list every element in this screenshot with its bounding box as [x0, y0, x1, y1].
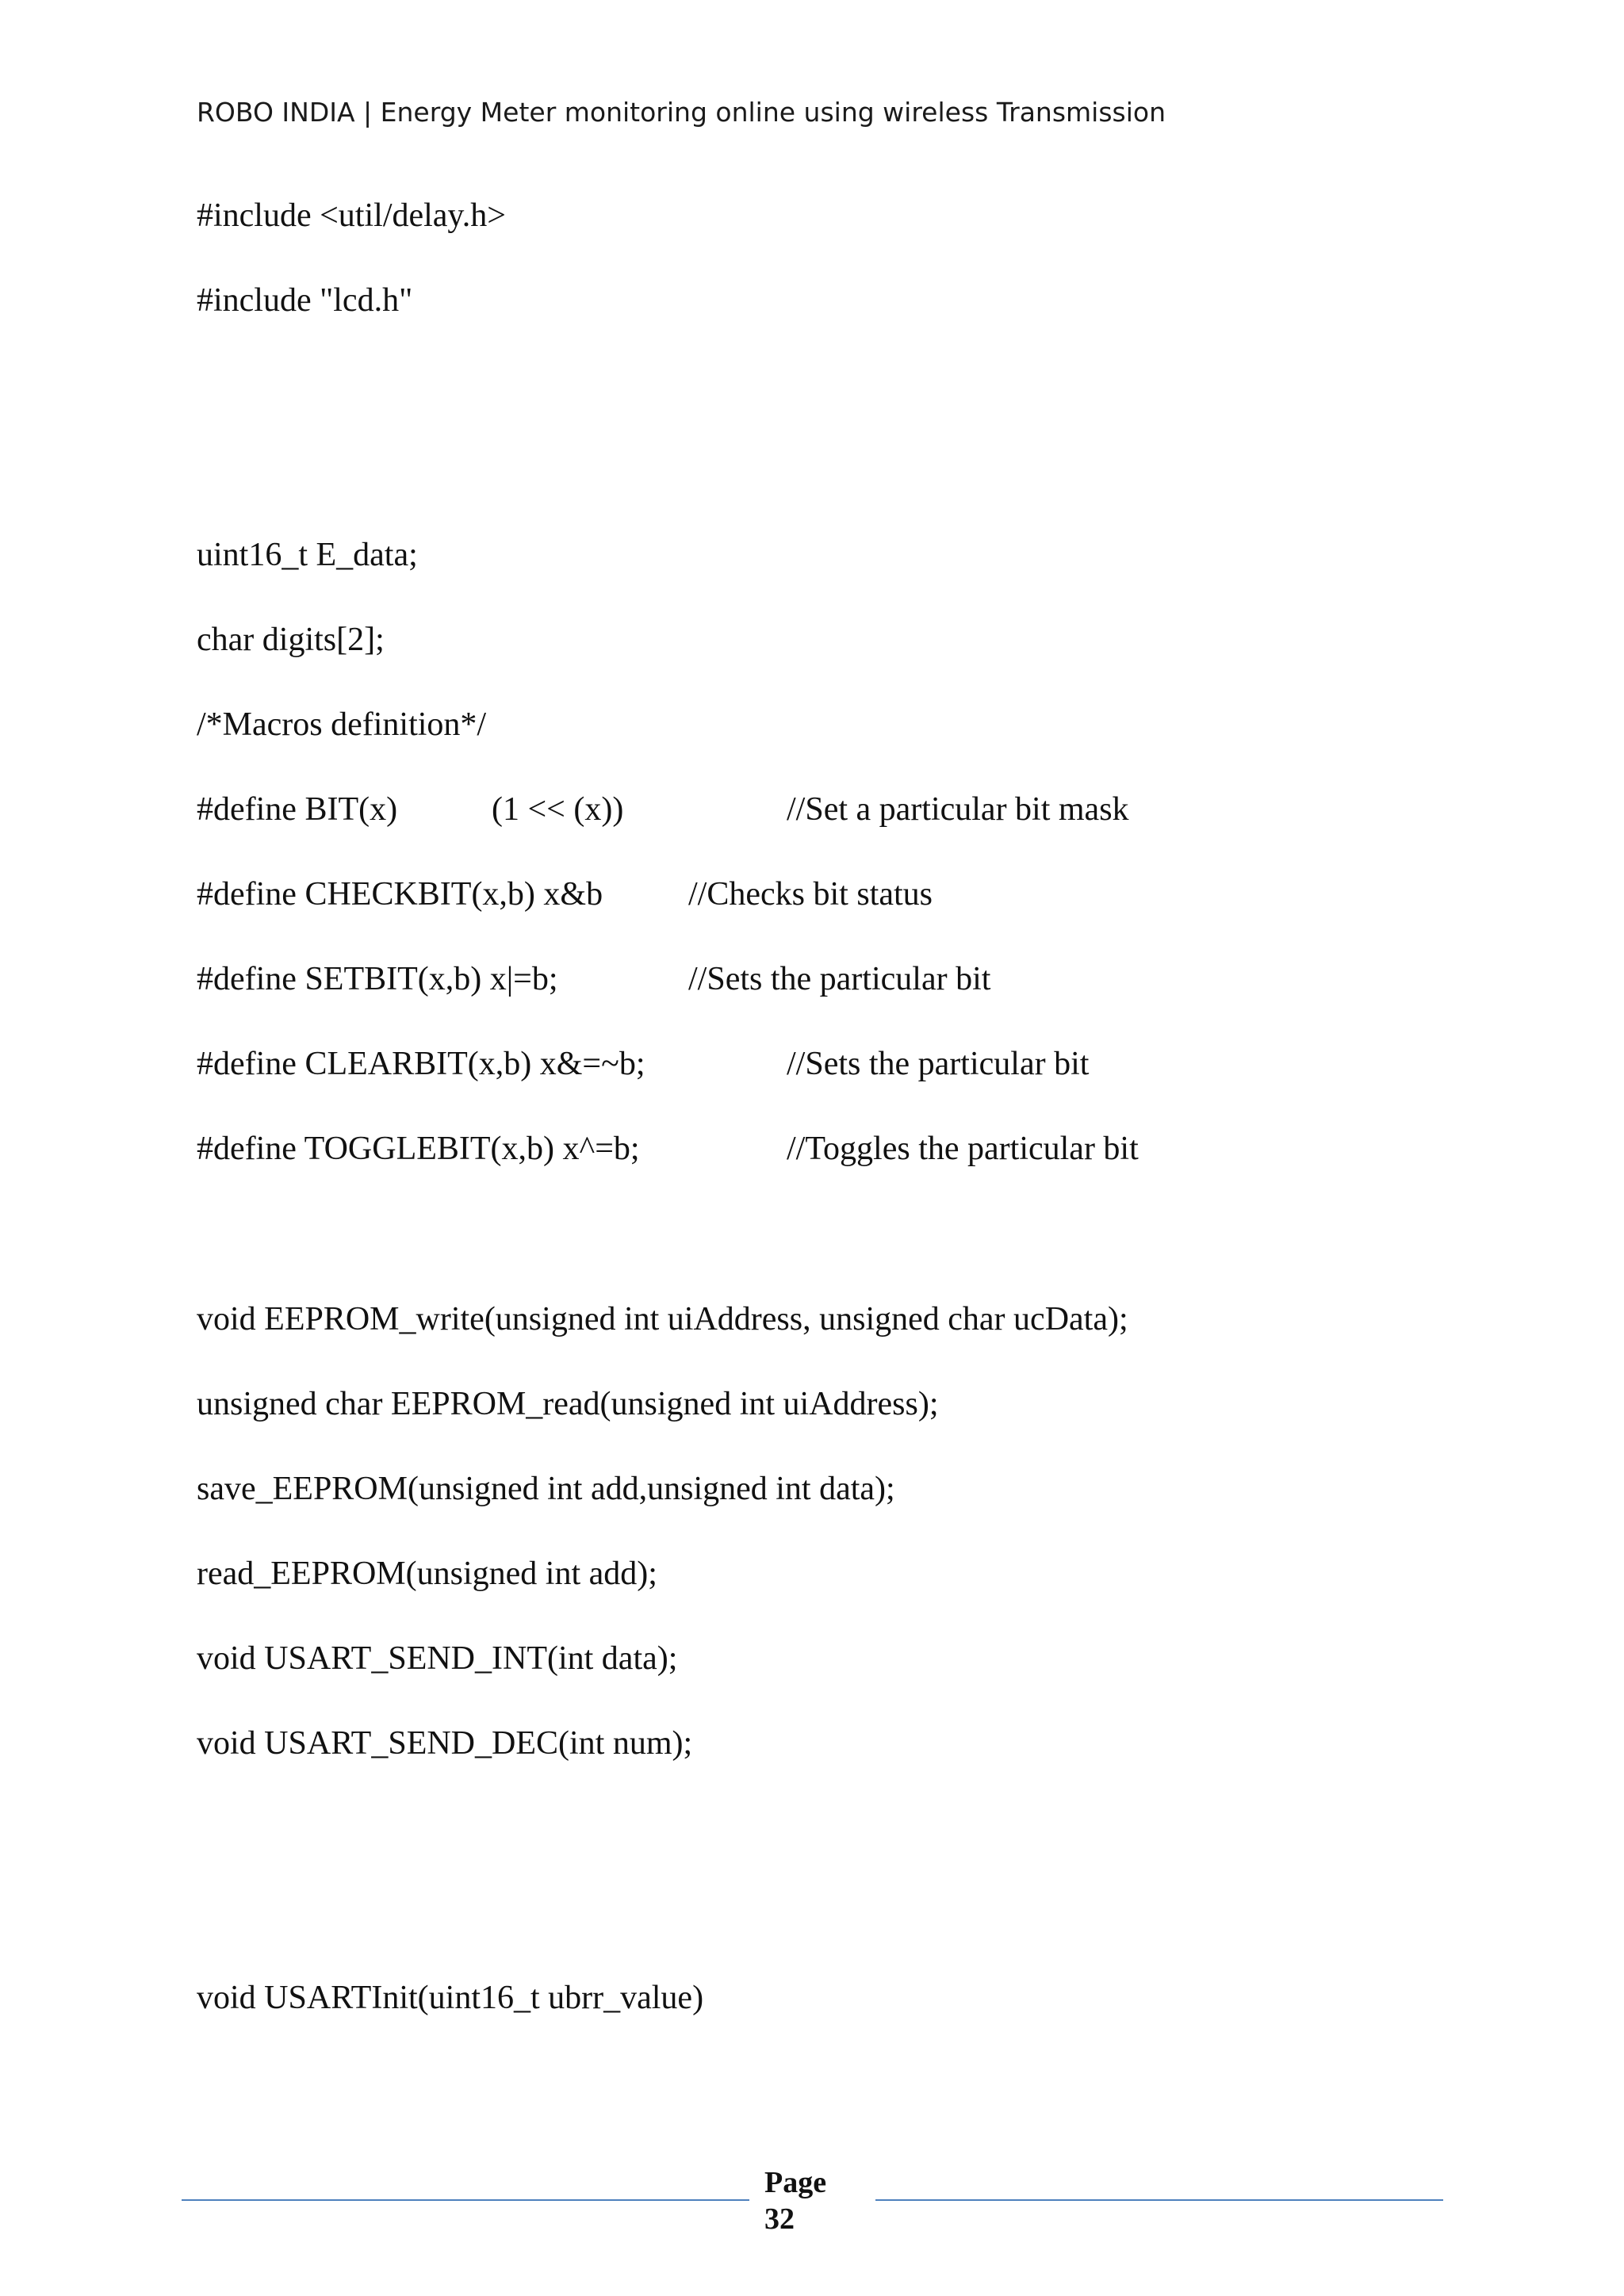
footer-rule-right	[875, 2199, 1443, 2201]
code-line-usartinit-definition: void USARTInit(uint16_t ubrr_value)	[197, 1980, 704, 2016]
running-header: ROBO INDIA | Energy Meter monitoring online using wireless Transmission	[197, 97, 1166, 128]
page-number-value: 32	[764, 2202, 795, 2236]
code-line-usart-send-int-prototype: void USART_SEND_INT(int data);	[197, 1640, 678, 1677]
page-word: Page	[764, 2166, 827, 2199]
macro-name: #define TOGGLEBIT(x,b) x^=b;	[197, 1131, 640, 1167]
macro-comment: //Sets the particular bit	[688, 961, 991, 997]
macro-comment: //Toggles the particular bit	[787, 1131, 1139, 1167]
code-line-read-eeprom-prototype: read_EEPROM(unsigned int add);	[197, 1556, 657, 1592]
macro-comment: //Checks bit status	[688, 876, 933, 913]
macro-value: (1 << (x))	[492, 791, 624, 828]
code-line-eeprom-write-prototype: void EEPROM_write(unsigned int uiAddress, unsigned char ucData);	[197, 1301, 1128, 1337]
code-line-eeprom-read-prototype: unsigned char EEPROM_read(unsigned int uiAddress);	[197, 1386, 939, 1422]
footer-rule-left	[182, 2199, 749, 2201]
page-number	[764, 2164, 826, 2237]
macro-comment: //Sets the particular bit	[787, 1046, 1090, 1082]
code-line-include-delay: #include <util/delay.h>	[197, 197, 506, 234]
code-line-include-lcd: #include "lcd.h"	[197, 282, 413, 319]
code-line-edata-declaration: uint16_t E_data;	[197, 537, 418, 573]
macro-name: #define CLEARBIT(x,b) x&=~b;	[197, 1046, 645, 1082]
macro-name: #define CHECKBIT(x,b) x&b	[197, 876, 603, 913]
code-line-save-eeprom-prototype: save_EEPROM(unsigned int add,unsigned int data);	[197, 1471, 895, 1507]
macro-name: #define SETBIT(x,b) x|=b;	[197, 961, 558, 997]
code-line-digits-declaration: char digits[2];	[197, 622, 385, 658]
macro-comment: //Set a particular bit mask	[787, 791, 1129, 828]
code-line-macros-comment: /*Macros definition*/	[197, 706, 487, 743]
code-line-usart-send-dec-prototype: void USART_SEND_DEC(int num);	[197, 1725, 693, 1762]
macro-name: #define BIT(x)	[197, 791, 398, 828]
